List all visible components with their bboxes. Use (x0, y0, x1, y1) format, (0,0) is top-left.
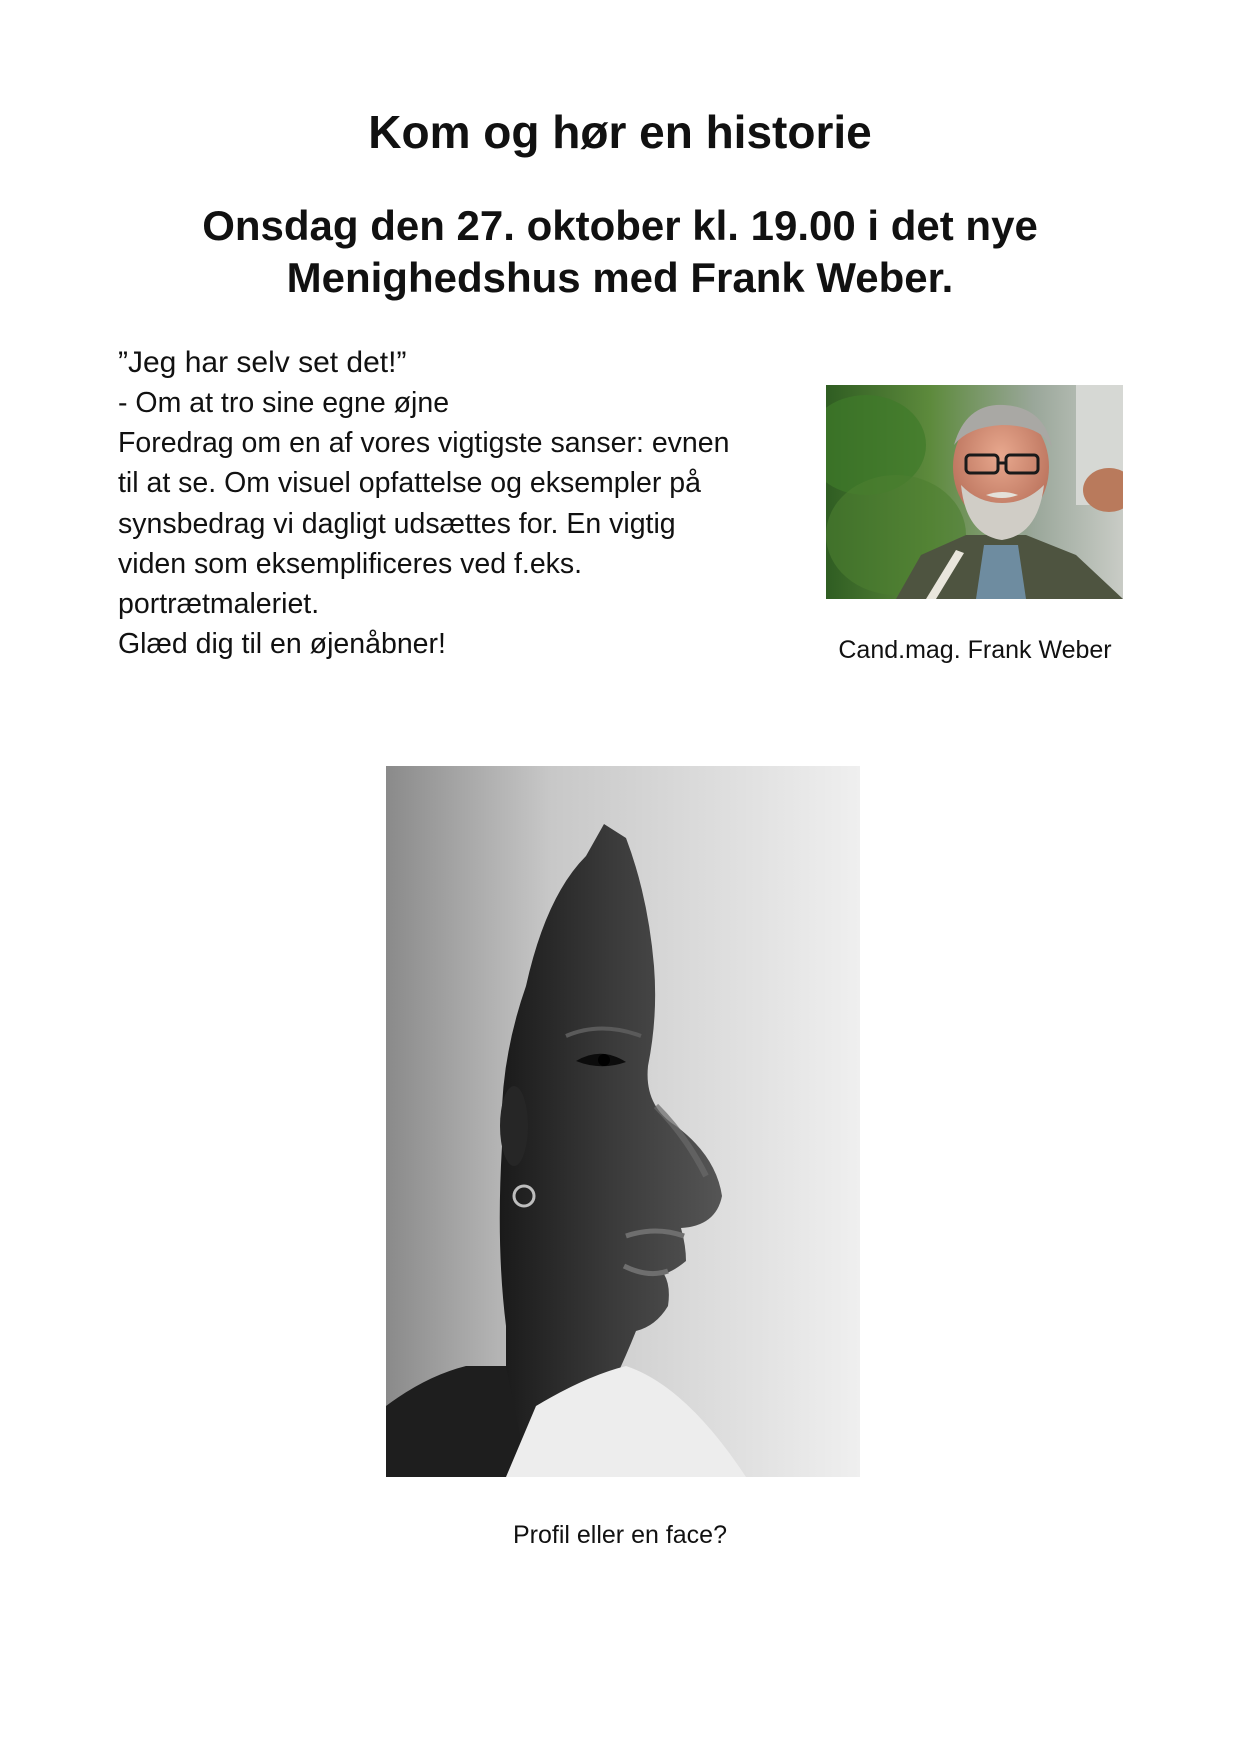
closing-line: Glæd dig til en øjenåbner! (118, 628, 446, 661)
description-line: til at se. Om visuel opfattelse og eksempler på (118, 467, 701, 500)
event-date-line: Onsdag den 27. oktober kl. 19.00 i det nye (202, 202, 1038, 249)
speaker-caption: Cand.mag. Frank Weber (838, 636, 1112, 664)
description-line: viden som eksemplificeres ved f.eks. (118, 547, 583, 580)
talk-title-quote: ”Jeg har selv set det!” (118, 346, 407, 379)
event-venue-line: Menighedshus med Frank Weber. (286, 254, 954, 301)
description-line: Foredrag om en af vores vigtigste sanser: evnen (118, 427, 730, 460)
talk-description (118, 383, 818, 664)
event-details (0, 200, 1240, 304)
description-line: portrætmaleriet. (118, 588, 320, 621)
talk-subtitle: - Om at tro sine egne øjne (118, 387, 450, 419)
illusion-caption: Profil eller en face? (512, 1521, 727, 1549)
speaker-photo (826, 385, 1123, 599)
optical-illusion-image (386, 766, 860, 1477)
description-line: synsbedrag vi dagligt udsættes for. En vigtig (118, 507, 676, 540)
page-title: Kom og hør en historie (368, 106, 872, 158)
